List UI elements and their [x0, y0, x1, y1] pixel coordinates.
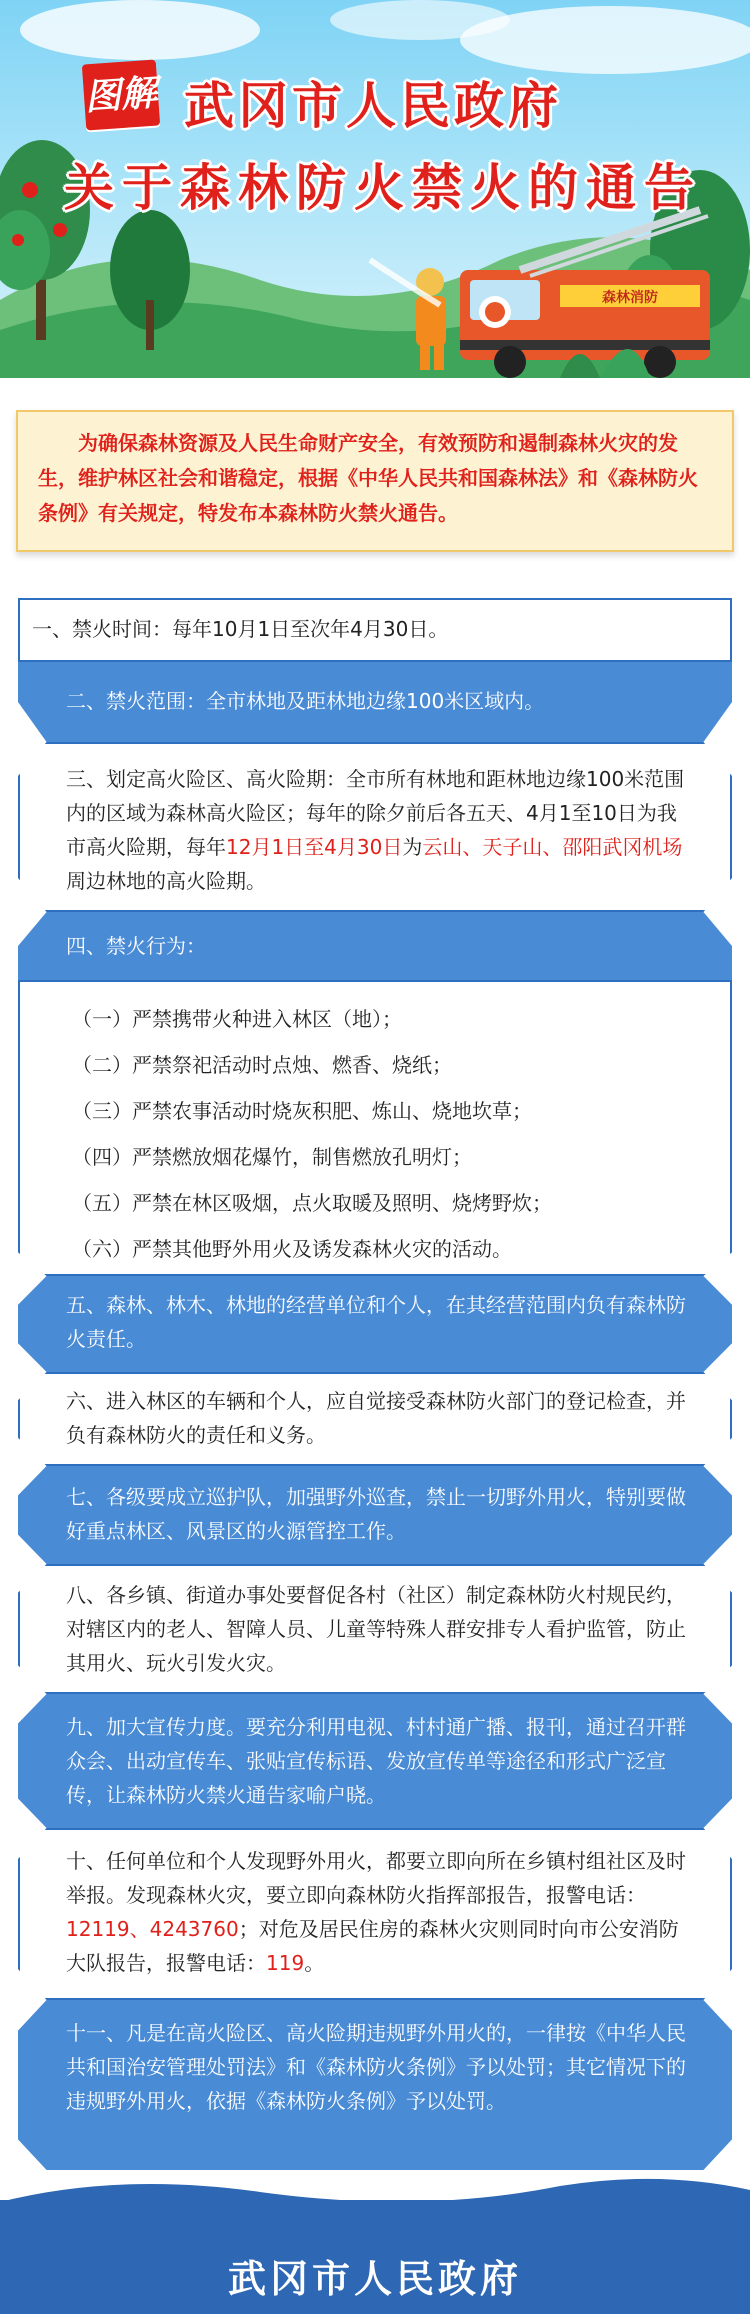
- list-item: （六）严禁其他野外用火及诱发森林火灾的活动。: [72, 1237, 512, 1261]
- section-7-text: 七、各级要成立巡护队，加强野外巡查，禁止一切野外用火，特别要做好重点林区、风景区的火源管控工作。: [66, 1485, 686, 1543]
- alarm-phone-forest: 12119、4243760: [66, 1917, 239, 1941]
- list-item: （一）严禁携带火种进入林区（地）；: [72, 1007, 402, 1031]
- section-5-text: 五、森林、林木、林地的经营单位和个人，在其经营范围内负有森林防火责任。: [66, 1293, 686, 1351]
- section-4-list: [0, 980, 750, 1276]
- footer-wave: [0, 2172, 750, 2212]
- alarm-phone-fire: 119: [266, 1951, 305, 1975]
- intro-paragraph: 为确保森林资源及人民生命财产安全，有效预防和遏制森林火灾的发生，维护林区社会和谐稳定，根据《中华人民共和国森林法》和《森林防火条例》有关规定，特发布本森林防火禁火通告。: [16, 410, 734, 552]
- section-5: [0, 1276, 750, 1372]
- section-3-text: 三、划定高火险区、高火险期：全市所有林地和距林地边缘100米范围内的区域为森林高火险区；每年的除夕前后各五天、4月1至10日为我市高火险期，每年12月1日至4月30日为云山、天子山、邵阳武冈机场周边林地的高火险期。: [66, 767, 685, 893]
- section-10-text: 十、任何单位和个人发现野外用火，都要立即向所在乡镇村组社区及时举报。发现森林火灾，要立即向森林防火指挥部报告，报警电话：12119、4243760；对危及居民住房的森林火灾则同时向市公安消防大队报告，报警电话：119。: [66, 1849, 686, 1975]
- section-9-text: 九、加大宣传力度。要充分利用电视、村村通广播、报刊，通过召开群众会、出动宣传车、张贴宣传标语、发放宣传单等途径和形式广泛宣传，让森林防火禁火通告家喻户晓。: [66, 1715, 686, 1807]
- list-item: （三）严禁农事活动时烧灰积肥、炼山、烧地坎草；: [72, 1099, 532, 1123]
- section-2-text: 二、禁火范围：全市林地及距林地边缘100米区域内。: [66, 689, 545, 713]
- section-1-text: 一、禁火时间：每年10月1日至次年4月30日。: [32, 617, 449, 641]
- section-2: [0, 662, 750, 742]
- tuxie-tag: 图解: [82, 59, 160, 130]
- high-risk-dates: 12月1日至4月30日: [226, 835, 403, 859]
- list-item: （二）严禁祭祀活动时点烛、燃香、烧纸；: [72, 1053, 452, 1077]
- list-item: （四）严禁燃放烟花爆竹，制售燃放孔明灯；: [72, 1145, 472, 1169]
- page-title-line1: 武冈市人民政府: [184, 77, 562, 135]
- footer: [0, 2200, 750, 2314]
- section-7: [0, 1466, 750, 1564]
- page-title-line2: 关于森林防火禁火的通告: [64, 159, 702, 217]
- footer-signature: 武冈市人民政府: [227, 2256, 522, 2301]
- section-8-text: 八、各乡镇、街道办事处要督促各村（社区）制定森林防火村规民约，对辖区内的老人、智障人员、儿童等特殊人群安排专人看护监管，防止其用火、玩火引发火灾。: [66, 1583, 686, 1675]
- section-9: [0, 1694, 750, 1828]
- section-3: [0, 742, 750, 912]
- section-10: [0, 1828, 750, 2000]
- section-8: [0, 1564, 750, 1694]
- header-banner: [0, 0, 750, 378]
- high-risk-places: 云山、天子山、邵阳武冈机场: [422, 835, 683, 859]
- section-6-text: 六、进入林区的车辆和个人，应自觉接受森林防火部门的登记检查，并负有森林防火的责任和义务。: [66, 1389, 686, 1447]
- truck-label: 森林消防: [602, 290, 658, 306]
- section-4-heading: [0, 912, 750, 980]
- section-6: [0, 1372, 750, 1466]
- section-11-text: 十一、凡是在高火险区、高火险期违规野外用火的，一律按《中华人民共和国治安管理处罚法》和《森林防火条例》予以处罚；其它情况下的违规野外用火，依据《森林防火条例》予以处罚。: [66, 2021, 686, 2113]
- section-4-heading-text: 四、禁火行为：: [66, 934, 206, 958]
- list-item: （五）严禁在林区吸烟，点火取暖及照明、烧烤野炊；: [72, 1191, 552, 1215]
- section-11: [0, 2000, 750, 2170]
- section-1: [0, 598, 750, 662]
